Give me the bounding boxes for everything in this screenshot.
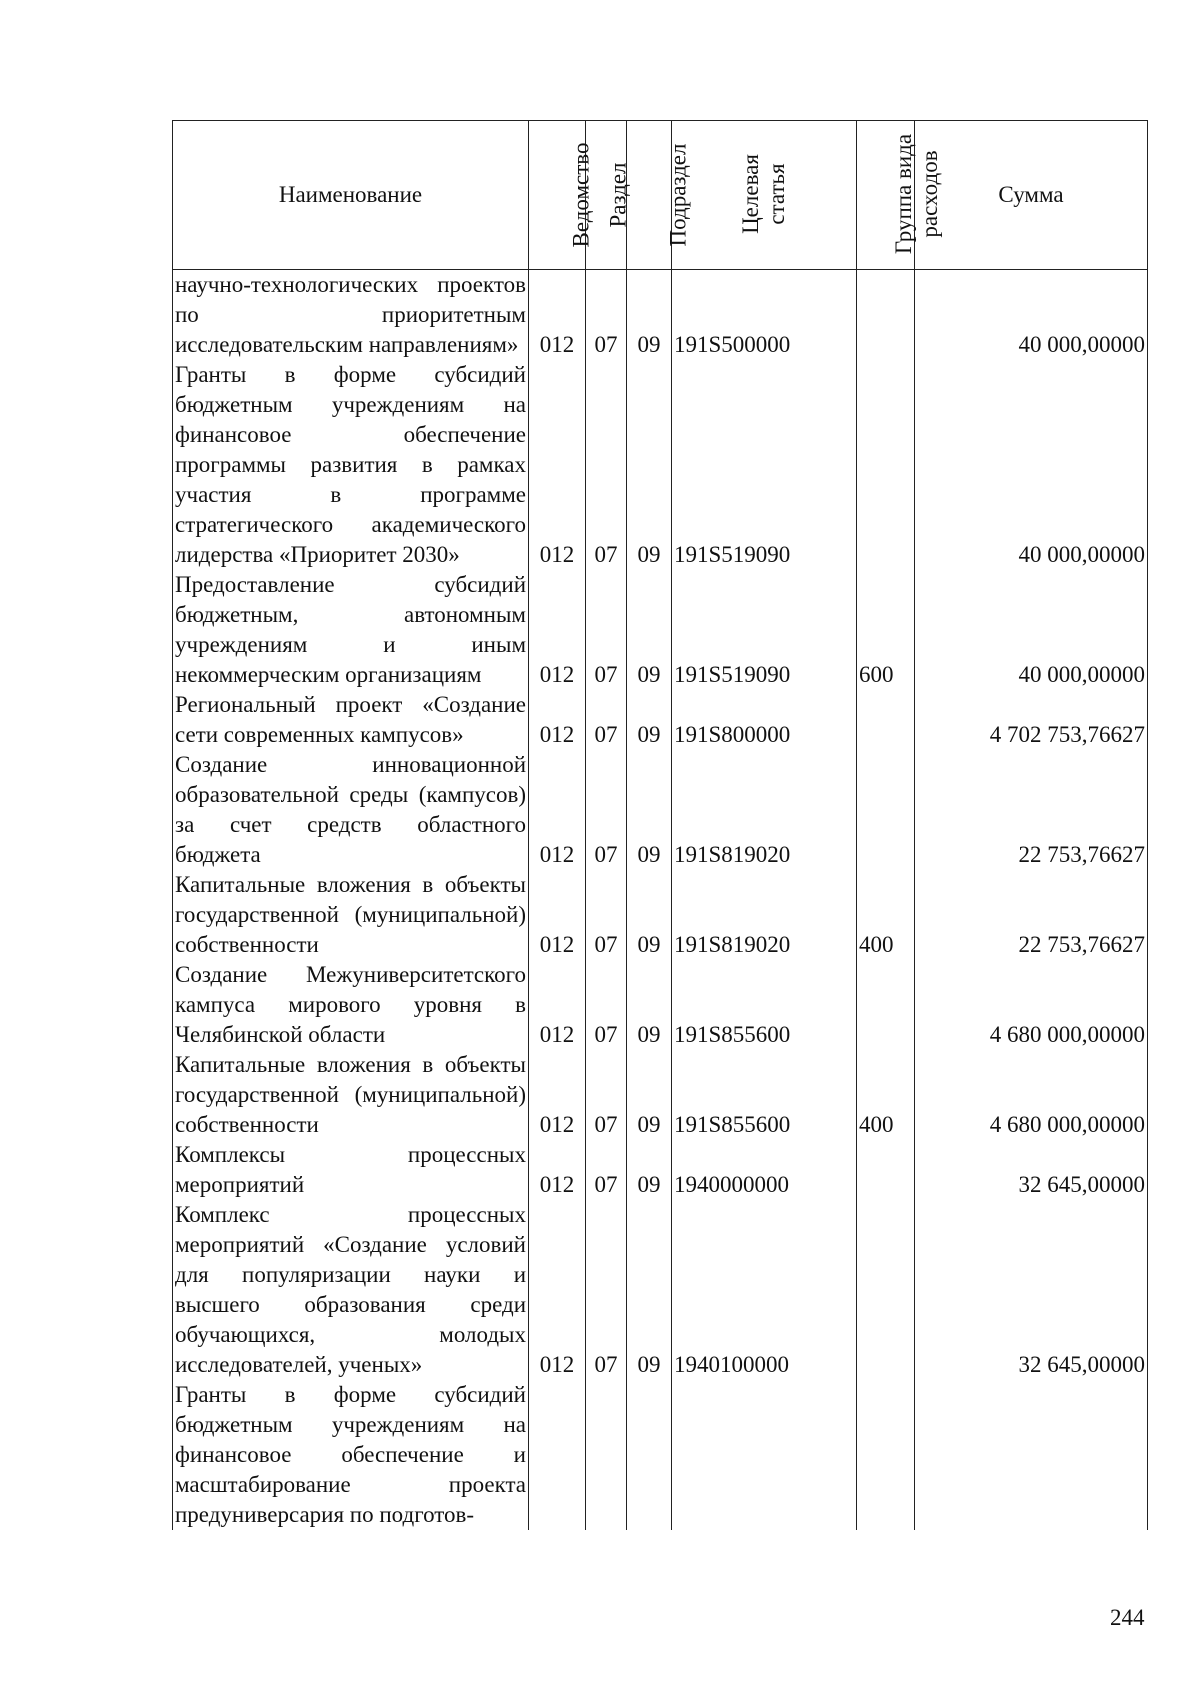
cell-gruppa-vida (857, 750, 915, 870)
cell-podrazdel: 09 (627, 360, 672, 570)
cell-razdel: 07 (586, 270, 627, 361)
table-header-row (173, 121, 1148, 270)
cell-vedomstvo: 012 (529, 1200, 586, 1380)
table-row (173, 270, 1148, 361)
cell-name: Гранты в форме субсидий бюджетным учреждениям на финансовое обеспечение и масштабирование проекта предуниверсария по подготов- (173, 1380, 529, 1530)
cell-vedomstvo: 012 (529, 360, 586, 570)
header-vedomstvo: Ведомство (529, 121, 586, 270)
cell-vedomstvo: 012 (529, 750, 586, 870)
header-podrazdel: Подраздел (627, 121, 672, 270)
cell-name: Создание Межуниверситетского кампуса мирового уровня в Челябинской области (173, 960, 529, 1050)
header-razdel: Раздел (586, 121, 627, 270)
cell-gruppa-vida (857, 1140, 915, 1200)
cell-gruppa-vida (857, 360, 915, 570)
cell-summa: 32 645,00000 (915, 1140, 1148, 1200)
page-number: 244 (1110, 1605, 1145, 1630)
cell-vedomstvo: 012 (529, 570, 586, 690)
cell-gruppa-vida (857, 1200, 915, 1380)
table-row (173, 570, 1148, 690)
cell-celevaya-statya: 191S819020 (672, 870, 857, 960)
cell-gruppa-vida (857, 690, 915, 750)
cell-vedomstvo: 012 (529, 1050, 586, 1140)
cell-razdel: 07 (586, 870, 627, 960)
cell-name: Комплекс процессных мероприятий «Создание условий для популяризации науки и высшего образования среди обучающихся, молодых исследователей, ученых» (173, 1200, 529, 1380)
cell-celevaya-statya: 191S500000 (672, 270, 857, 361)
cell-vedomstvo: 012 (529, 870, 586, 960)
cell-vedomstvo: 012 (529, 690, 586, 750)
header-gruppa-vida-raskhodov: Группа вида расходов (857, 121, 915, 270)
table-row (173, 960, 1148, 1050)
cell-podrazdel: 09 (627, 750, 672, 870)
cell-summa: 32 645,00000 (915, 1200, 1148, 1380)
cell-podrazdel: 09 (627, 1050, 672, 1140)
cell-celevaya-statya: 191S855600 (672, 1050, 857, 1140)
cell-celevaya-statya (672, 1380, 857, 1530)
cell-celevaya-statya: 1940100000 (672, 1200, 857, 1380)
table-row (173, 360, 1148, 570)
cell-razdel: 07 (586, 750, 627, 870)
cell-summa: 4 702 753,76627 (915, 690, 1148, 750)
cell-razdel: 07 (586, 1200, 627, 1380)
table-row (173, 1050, 1148, 1140)
cell-razdel: 07 (586, 1050, 627, 1140)
table-body (173, 270, 1148, 1531)
cell-vedomstvo (529, 1380, 586, 1530)
cell-vedomstvo: 012 (529, 960, 586, 1050)
cell-razdel: 07 (586, 960, 627, 1050)
cell-gruppa-vida: 400 (857, 870, 915, 960)
cell-razdel: 07 (586, 570, 627, 690)
cell-gruppa-vida: 400 (857, 1050, 915, 1140)
cell-celevaya-statya: 191S800000 (672, 690, 857, 750)
cell-name: Предоставление субсидий бюджетным, автономным учреждениям и иным некоммерческим организациям (173, 570, 529, 690)
header-name: Наименование (173, 121, 529, 270)
cell-name: Создание инновационной образовательной среды (кампусов) за счет средств областного бюджета (173, 750, 529, 870)
cell-podrazdel: 09 (627, 690, 672, 750)
cell-podrazdel: 09 (627, 1200, 672, 1380)
cell-summa: 22 753,76627 (915, 870, 1148, 960)
cell-celevaya-statya: 191S819020 (672, 750, 857, 870)
cell-razdel: 07 (586, 360, 627, 570)
cell-podrazdel: 09 (627, 1140, 672, 1200)
cell-podrazdel: 09 (627, 960, 672, 1050)
table-row (173, 1200, 1148, 1380)
table-row (173, 750, 1148, 870)
cell-podrazdel: 09 (627, 870, 672, 960)
cell-vedomstvo: 012 (529, 270, 586, 361)
cell-summa: 40 000,00000 (915, 570, 1148, 690)
cell-summa: 4 680 000,00000 (915, 960, 1148, 1050)
cell-summa: 40 000,00000 (915, 270, 1148, 361)
header-celevaya-statya: Целевая статья (672, 121, 857, 270)
cell-celevaya-statya: 1940000000 (672, 1140, 857, 1200)
cell-gruppa-vida (857, 960, 915, 1050)
cell-razdel: 07 (586, 1140, 627, 1200)
cell-name: Капитальные вложения в объекты государственной (муниципальной) собственности (173, 1050, 529, 1140)
cell-gruppa-vida (857, 1380, 915, 1530)
table-row (173, 1380, 1148, 1530)
cell-summa: 4 680 000,00000 (915, 1050, 1148, 1140)
cell-name: Комплексы процессных мероприятий (173, 1140, 529, 1200)
cell-summa: 40 000,00000 (915, 360, 1148, 570)
cell-vedomstvo: 012 (529, 1140, 586, 1200)
cell-celevaya-statya: 191S519090 (672, 570, 857, 690)
cell-name: Капитальные вложения в объекты государственной (муниципальной) собственности (173, 870, 529, 960)
cell-podrazdel (627, 1380, 672, 1530)
table-row (173, 1140, 1148, 1200)
cell-razdel (586, 1380, 627, 1530)
cell-summa: 22 753,76627 (915, 750, 1148, 870)
table-row (173, 690, 1148, 750)
cell-celevaya-statya: 191S855600 (672, 960, 857, 1050)
cell-razdel: 07 (586, 690, 627, 750)
cell-name: Гранты в форме субсидий бюджетным учреждениям на финансовое обеспечение программы развития в рамках участия в программе стратегического академического лидерства «Приоритет 2030» (173, 360, 529, 570)
cell-name: научно-технологических проектов по приоритетным исследовательским направлениям» (173, 270, 529, 361)
cell-gruppa-vida: 600 (857, 570, 915, 690)
cell-gruppa-vida (857, 270, 915, 361)
cell-celevaya-statya: 191S519090 (672, 360, 857, 570)
cell-name: Региональный проект «Создание сети современных кампусов» (173, 690, 529, 750)
table-row (173, 870, 1148, 960)
header-summa: Сумма (915, 121, 1148, 270)
cell-summa (915, 1380, 1148, 1530)
cell-podrazdel: 09 (627, 270, 672, 361)
cell-podrazdel: 09 (627, 570, 672, 690)
budget-table (172, 120, 1148, 1530)
